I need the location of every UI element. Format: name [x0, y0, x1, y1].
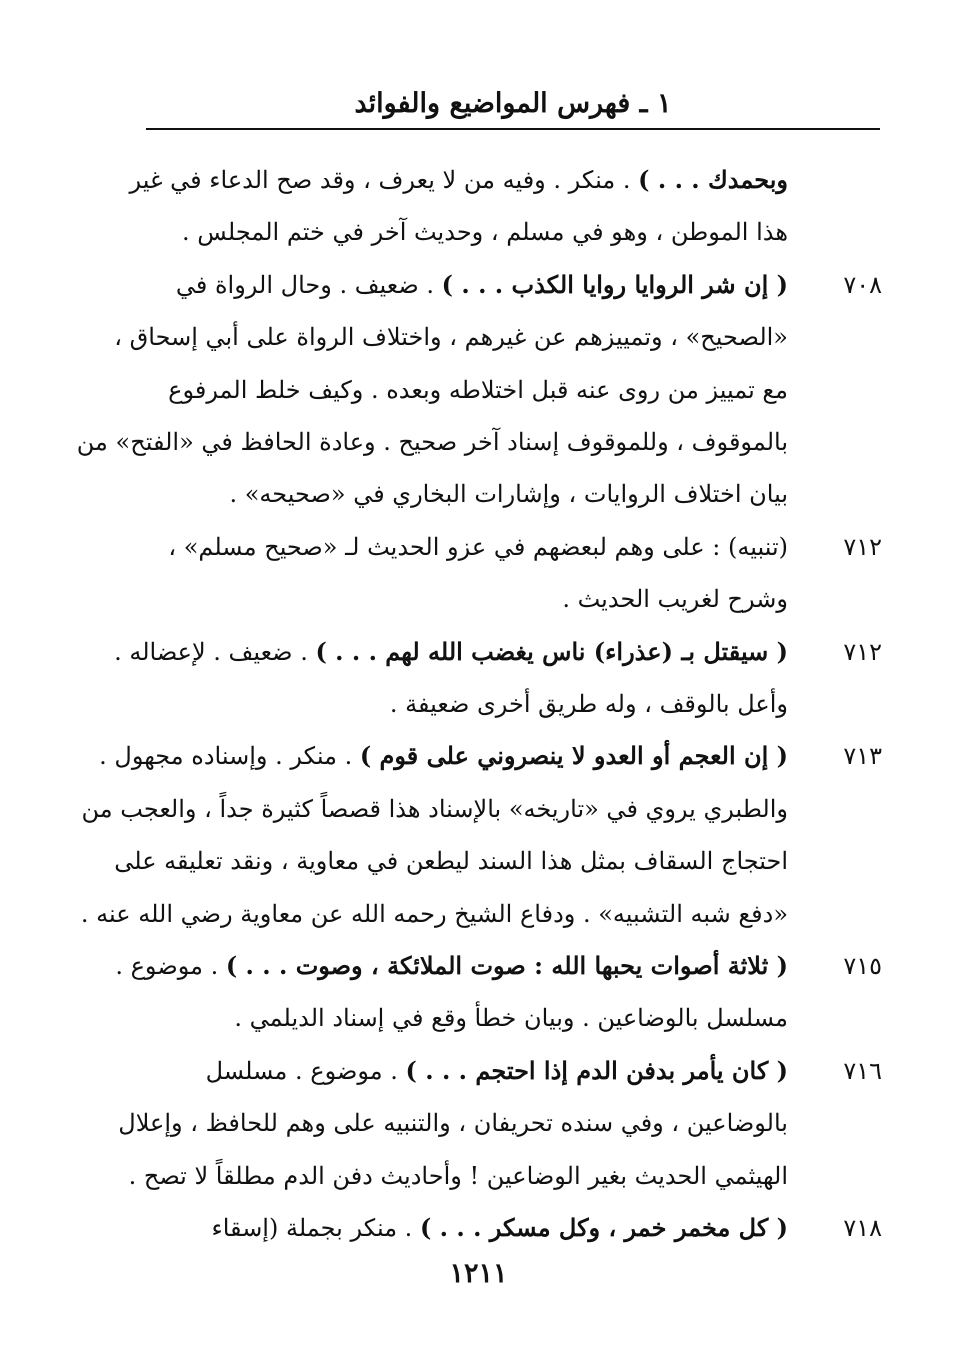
entry-text: والطبري يروي في «تاريخه» بالإسناد هذا قصصاً كثيرة جداً ، والعجب من: [81, 794, 788, 823]
entry-text: وشرح لغريب الحديث .: [562, 585, 788, 614]
entry-line: [128, 1149, 788, 1203]
entry-line: [160, 1044, 788, 1098]
hadith-quote: ( ثلاثة أصوات يحبها الله : صوت الملائكة ، وصوت . . . ): [225, 951, 788, 980]
entry-line: [81, 782, 788, 836]
entry-line: [129, 153, 788, 207]
entry-line: [160, 258, 788, 312]
entry-line: [160, 991, 788, 1045]
hadith-quote: ( سيقتل بـ (عذراء) ناس يغضب الله لهم . . . ): [315, 636, 788, 666]
entry-text: مسلسل بالوضاعين . وبيان خطأ وقع في إسناد الديلمي .: [234, 1004, 788, 1033]
hadith-quote: وبحمدك . . . ): [638, 165, 788, 194]
entry-text: وأعل بالوقف ، وله طريق أخرى ضعيفة .: [389, 690, 788, 718]
entry-text: (تنبيه) : على وهم لبعضهم في عزو الحديث لـ «صحيح مسلم» ،: [168, 532, 788, 561]
entry-text: . منكر . وفيه من لا يعرف ، وقد صح الدعاء في غير: [129, 166, 639, 194]
entry-line: [160, 520, 788, 574]
entry-line: [160, 205, 788, 259]
hadith-quote: ( كل مخمر خمر ، وكل مسكر . . . ): [419, 1213, 788, 1242]
hadith-quote: ( إن العجم أو العدو لا ينصروني على قوم ): [359, 741, 788, 771]
entry-line: [160, 363, 788, 417]
entry-text: . منكر بجملة (إسقاء: [211, 1214, 420, 1242]
entry-line: [114, 310, 788, 364]
hadith-quote: ( إن شر الروايا روايا الكذب . . . ): [441, 269, 788, 299]
entry-text: «دفع شبه التشبيه» . ودفاع الشيخ رحمه الله عن معاوية رضي الله عنه .: [80, 899, 788, 928]
page-header-title: ١ ـ فهرس المواضيع والفوائد: [354, 88, 672, 119]
entry-text: بالموقوف ، وللموقوف إسناد آخر صحيح . وعادة الحافظ في «الفتح» من: [76, 428, 788, 456]
entry-line: [114, 625, 788, 679]
entry-text: هذا الموطن ، وهو في مسلم ، وحديث آخر في ختم المجلس .: [182, 218, 788, 247]
entry-line: [114, 834, 788, 888]
entry-line: [160, 1201, 788, 1255]
entry-text: . موضوع . مسلسل: [205, 1056, 406, 1085]
entry-line: [80, 887, 788, 941]
entry-number: ٧٠٨: [843, 270, 882, 299]
entry-text: بيان اختلاف الروايات ، وإشارات البخاري في «صحيحه» .: [229, 480, 788, 509]
entry-line: [160, 677, 788, 731]
entry-line: [118, 1096, 788, 1150]
entry-number: ٧١٣: [843, 742, 882, 771]
entry-line: [160, 467, 788, 521]
entry-text: الهيثمي الحديث بغير الوضاعين ! وأحاديث دفن الدم مطلقاً لا تصح .: [128, 1161, 788, 1190]
entry-number: ٧١٦: [843, 1056, 882, 1085]
entry-text: بالوضاعين ، وفي سنده تحريفان ، والتنبيه على وهم للحافظ ، وإعلال: [118, 1109, 788, 1138]
entry-number: ٧١٥: [843, 952, 882, 980]
entry-line: [76, 415, 788, 469]
entry-text: احتجاج السقاف بمثل هذا السند ليطعن في معاوية ، ونقد تعليقه على: [114, 847, 788, 876]
entry-line: [99, 729, 788, 783]
entry-line: [115, 939, 788, 993]
entry-text: . منكر . وإسناده مجهول .: [99, 742, 360, 771]
entry-number: ٧١٢: [843, 637, 882, 666]
entry-text: . موضوع .: [115, 952, 226, 980]
entry-line: [160, 572, 788, 626]
page-number: ١٢١١: [449, 1258, 508, 1289]
hadith-quote: ( كان يأمر بدفن الدم إذا احتجم . . . ): [405, 1055, 788, 1085]
entry-number: ٧١٢: [843, 532, 882, 561]
entry-number: ٧١٨: [843, 1214, 882, 1242]
entry-text: . ضعيف . لإعضاله .: [114, 637, 316, 666]
entry-text: . ضعيف . وحال الرواة في: [175, 270, 442, 299]
entry-text: مع تمييز من روى عنه قبل اختلاطه وبعده . وكيف خلط المرفوع: [168, 375, 788, 404]
header-divider: [146, 128, 880, 130]
entry-text: «الصحيح» ، وتمييزهم عن غيرهم ، واختلاف الرواة على أبي إسحاق ،: [114, 323, 788, 352]
